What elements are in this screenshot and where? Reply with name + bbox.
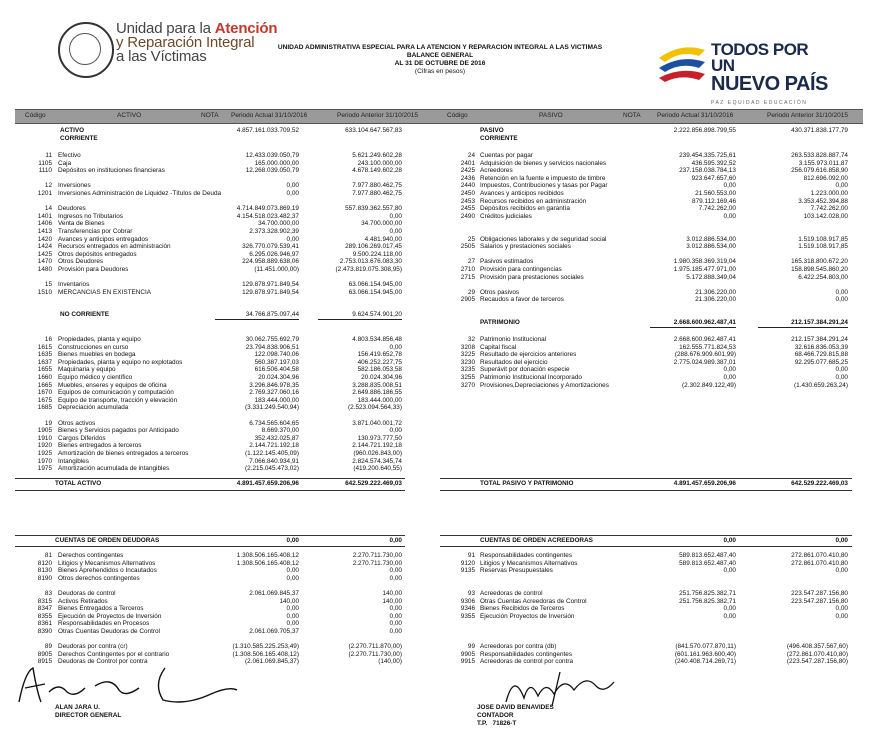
accountant-name: JOSE DAVID BENAVIDES — [477, 704, 554, 711]
slogan-line-3: PAZ EQUIDAD EDUCACIÓN — [711, 100, 808, 106]
col-nota-right: NOTA — [623, 112, 641, 119]
accountant-title: CONTADOR — [477, 712, 514, 719]
patrimonio-anterior: 212.157.384.291,24 — [758, 319, 848, 328]
report-header — [270, 44, 610, 76]
col-nota-left: NOTA — [201, 112, 219, 119]
header-entity: UNIDAD ADMINISTRATIVA ESPECIAL PARA LA ATENCION Y REPARACION INTEGRAL A LAS VICTIMAS — [277, 44, 603, 51]
total-pasivo-label: TOTAL PASIVO Y PATRIMONIO — [480, 480, 574, 487]
patrimonio-actual: 2.668.600.962.487,41 — [650, 319, 736, 328]
no-corriente-anterior: 9.624.574.901,20 — [318, 311, 402, 320]
orden-deudoras-values-anterior: 2.270.711.730,00 2.270.711.730,00 0,00 0,00 140,00 140,00 0,00 0,00 0,00 0,00 (2.270.711.870,00) (2.270.711.730,00) (140,00) — [348, 552, 402, 666]
activo-values-anterior: 5.621.249.602,28 243.100.000,00 4.678.149.602,28 7.977.880.462,75 7.977.880.462,75 557.839.362.557,80 0,00 34.700.000,00 0,00 4.481.940,00 289.106.269.017,45 9.500.224.118,00 2.753.013.676.083,30 (2.473.819.075.308,95) 63.066.154.945,00 63.066.154.945,00 — [335, 152, 402, 296]
pasivo-corriente-label: CORRIENTE — [480, 135, 518, 142]
col-pasivo: PASIVO — [539, 112, 563, 119]
orden-deudoras-values-actual: 1.308.506.165.408,12 1.308.506.165.408,12 0,00 0,00 2.061.069.845,37 140,00 0,00 0,00 0,00 2.061.069.705,37 (1.310.585.225.253,49) (1.308.506.165.408,12) (2.061.069.845,37) — [232, 552, 299, 666]
pasivo-values-actual: 239.454.335.725,61 436.595.392,52 237.158.038.784,13 923.647.657,60 0,00 21.560.553,00 879.112.169,46 7.742.262,00 0,00 3.012.886.534,00 3.012.886.534,00 1.980.358.369.319,04 1.975.185.477.971,00 5.172.888.349,04 21.306.220,00 21.306.220,00 — [673, 152, 736, 304]
agency-name — [116, 22, 277, 64]
director-signature-icon — [15, 662, 245, 710]
patrimonio-codes: 32 3208 3225 3230 3235 3255 3270 — [460, 336, 475, 389]
logo-line-1b: Atención — [214, 20, 278, 37]
header-units: (Cifras en pesos) — [414, 68, 466, 75]
pasivo-names: Cuentas por pagar Adquisición de bienes y servicios nacionales Acreedores Retención en la fuente e impuesto de timbre Impuestos, Contribuciones y tasas por Pagar Avances y anticipos recibidos Recursos recibidos en administración Depósitos recibidos en garantía Créditos judiciales Obligaciones laborales y de seguridad social Salarios y prestaciones sociales Pasivos estimados Provisión para contingencias Provisión para prestaciones sociales Otros pasivos Recaudos a favor de terceros — [480, 152, 608, 304]
activo-corriente-actual: 4.857.161.033.709,52 — [236, 127, 299, 134]
col-actual-right: Periodo Actual 31/10/2016 — [657, 112, 734, 119]
director-name: ALAN JARA U. — [55, 704, 100, 711]
government-logo — [655, 40, 835, 106]
column-header-bar — [15, 109, 863, 124]
activo-corriente-anterior: 633.104.647.567,83 — [345, 127, 402, 134]
pasivo-title: PASIVO — [480, 127, 504, 134]
header-title: BALANCE GENERAL — [406, 52, 474, 59]
orden-acreedoras-values-anterior: 272.861.070.410,80 272.861.070.410,80 0,00 223.547.287.156,80 223.547.287.156,80 0,00 0,00 (496.408.357.567,60) (272.861.070.410,80) (223.547.287.156,80) — [786, 552, 848, 666]
tricolor-arrow-icon — [655, 40, 707, 92]
accountant-signature-icon — [500, 668, 620, 708]
director-title: DIRECTOR GENERAL — [55, 712, 122, 719]
patrimonio-names: Patrimonio Institucional Capital fiscal Resultado de ejercicios anteriores Resultados del ejercicio Superávit por donación especie Patrimonio Institucional Incorporado Provisiones,Depreciaciones y Amortizaciones — [480, 336, 609, 389]
accountant-license: T.P. 71826-T — [477, 720, 517, 727]
no-corriente-actual: 34.766.875.097,44 — [215, 311, 299, 320]
pasivo-codes: 24 2401 2425 2436 2440 2450 2453 2455 2490 25 2505 27 2710 2715 29 2905 — [460, 152, 475, 304]
no-corriente-label: NO CORRIENTE — [60, 311, 109, 318]
orden-deudoras-names: Derechos contingentes Litigios y Mecanismos Alternativos Bienes Aprehendidos o Incautados Otros derechos contingentes Deudoras de control Activos Retirados Bienes Entregados a Terceros Ejecución de Proyectos de Inversión Responsabilidades en Procesos Otras Cuentas Deudoras de Control Deudoras por contra (cr) Derechos Contingentes por el contrario Deudoras de Control por contra — [58, 552, 170, 666]
pasivo-corriente-actual: 2.222.856.898.799,55 — [673, 127, 736, 134]
header-date: AL 31 DE OCTUBRE DE 2016 — [394, 60, 486, 67]
orden-deudoras-anterior: 0,00 — [389, 537, 402, 544]
activo-nc-anterior: 4.803.534.856,48 0,00 156.419.652,78 406.252.227,75 582.186.053,58 20.024.304,96 3.288.835.008,51 2.649.886.186,55 183.444.000,00 (2.523.094.564,33) 3.871.040.001,72 0,00 130.973.777,50 2.144.721.192,18 (960.026.843,00) 2.824.574.345,74 (419.200.640,55) — [347, 336, 402, 473]
activo-corriente-label: CORRIENTE — [60, 135, 98, 142]
activo-title: ACTIVO — [60, 127, 85, 134]
total-pasivo-anterior: 642.529.222.469,03 — [791, 480, 848, 487]
orden-deudoras-codes: 81 8120 8130 8190 83 8315 8347 8355 8361 8390 89 8905 8915 — [37, 552, 52, 666]
orden-acreedoras-anterior: 0,00 — [835, 537, 848, 544]
total-activo-anterior: 642.529.222.469,03 — [345, 480, 402, 487]
orden-acreedoras-codes: 91 9120 9135 93 9306 9346 9355 99 9905 9915 — [460, 552, 475, 666]
logo-line-2: y Reparación Integral — [116, 34, 255, 51]
slogan-line-2: NUEVO PAÍS — [711, 73, 828, 95]
total-pasivo-actual: 4.891.457.659.206,96 — [673, 480, 736, 487]
slogan-line-1: TODOS POR UN — [711, 40, 809, 75]
agency-logo — [48, 22, 278, 78]
orden-deudoras-actual: 0,00 — [286, 537, 299, 544]
patrimonio-values-actual: 2.668.600.962.487,41 162.555.771.824,53 (288.676.909.601,99) 2.775.024.989.387,01 0,00 0,00 (2.302.849.122,49) — [673, 336, 736, 389]
orden-deudoras-title: CUENTAS DE ORDEN DEUDORAS — [55, 537, 160, 544]
activo-values-actual: 12.433.039.050,79 165.000.000,00 12.268.039.050,79 0,00 0,00 4.714.849.073.869,19 4.154.518.023.482,37 34.700.000,00 2.373.328.902,39 0,00 326.770.079.539,41 6.295.026.946,97 224.958.889.638,06 (11.451.000,00) 129.878.971.849,54 129.878.971.849,54 — [236, 152, 299, 296]
colombia-seal-icon — [58, 22, 114, 78]
col-codigo-left: Código — [25, 112, 46, 119]
orden-acreedoras-names: Responsabilidades contingentes Litigios y Mecanismos Alternativos Reservas Presupuestales Acreedoras de control Otras Cuentas Acreedoras de Control Bienes Recibidos de Terceros Ejecución Proyectos de Inversión Acreedoras por contra (db) Responsabilidades contingentes Acreedoras de control por contra — [480, 552, 587, 666]
col-anterior-right: Periodo Anterior 31/10/2015 — [767, 112, 848, 119]
orden-acreedoras-title: CUENTAS DE ORDEN ACREEDORAS — [480, 537, 593, 544]
activo-nc-actual: 30.062.755.692,79 23.794.838.906,51 122.098.740,06 560.387.197,03 616.506.404,58 20.024.304,96 3.296.846.978,35 2.769.327.060,16 183.444.000,00 (3.331.249.540,94) 6.734.565.604,65 8.669.370,00 352.432.025,87 2.144.721.192,18 (1.122.145.405,09) 7.066.840.934,91 (2.215.045.473,02) — [244, 336, 299, 473]
activo-codes: 11 1105 1110 12 1201 14 1401 1406 1413 1420 1424 1425 1470 1480 15 1510 — [37, 152, 52, 296]
col-codigo-right: Código — [447, 112, 468, 119]
logo-line-3: a las Víctimas — [116, 48, 207, 65]
orden-acreedoras-values-actual: 589.813.652.487,40 589.813.652.487,40 0,00 251.756.825.382,71 251.756.825.382,71 0,00 0,00 (841.570.077.870,11) (601.161.963.600,40) (240.408.714.269,71) — [674, 552, 736, 666]
total-activo-label: TOTAL ACTIVO — [55, 480, 102, 487]
col-activo: ACTIVO — [117, 112, 142, 119]
patrimonio-values-anterior: 212.157.384.291,24 32.616.836.053,39 68.466.729.815,88 92.295.077.685,25 0,00 0,00 (1.430.659.263,24) — [791, 336, 848, 389]
col-anterior-left: Periodo Anterior 31/10/2015 — [337, 112, 418, 119]
activo-names: Efectivo Caja Depósitos en instituciones financieras Inversiones Inversiones Administración de Liquidez -Títulos de Deuda Deudores Ingresos no Tributarios Venta de Bienes Transferencias por Cobrar Avances y anticipos entregados Recursos entregados en administración Otros depósitos entregados Otros Deudores Provisión para Deudores Inventarios MERCANCIAS EN EXISTENCIA — [58, 152, 222, 296]
activo-nc-names: Propiedades, planta y equipo Construcciones en curso Bienes muebles en bodega Propiedades, planta y equipo no explotados Maquinaria y equipo Equipo médico y científico Muebles, enseres y equipos de oficina Equipos de comunicación y computación Equipo de transporte, tracción y elevación Depreciación acumulada Otros activos Bienes y Servicios pagados por Anticipado Cargos Diferidos Bienes entregados a terceros Amortización de bienes entregados a terceros Intangibles Amortización acumulada de intangibles — [58, 336, 189, 473]
pasivo-values-anterior: 263.533.828.887,74 3.155.973.011,87 256.079.616.858,90 812.696.092,00 0,00 1.223.000,00 3.353.452.394,88 7.742.262,00 103.142.028,00 1.519.108.917,85 1.519.108.917,85 165.318.800.672,20 158.898.545.860,20 6.422.254.803,00 0,00 0,00 — [791, 152, 848, 304]
logo-line-1: Unidad para la — [116, 20, 211, 37]
col-actual-left: Periodo Actual 31/10/2016 — [231, 112, 308, 119]
activo-nc-codes: 16 1615 1635 1637 1655 1660 1665 1670 1675 1685 19 1905 1910 1920 1925 1970 1975 — [37, 336, 52, 473]
patrimonio-label: PATRIMONIO — [480, 319, 520, 326]
orden-acreedoras-actual: 0,00 — [723, 537, 736, 544]
pasivo-corriente-anterior: 430.371.838.177,79 — [791, 127, 848, 134]
total-activo-actual: 4.891.457.659.206,96 — [236, 480, 299, 487]
